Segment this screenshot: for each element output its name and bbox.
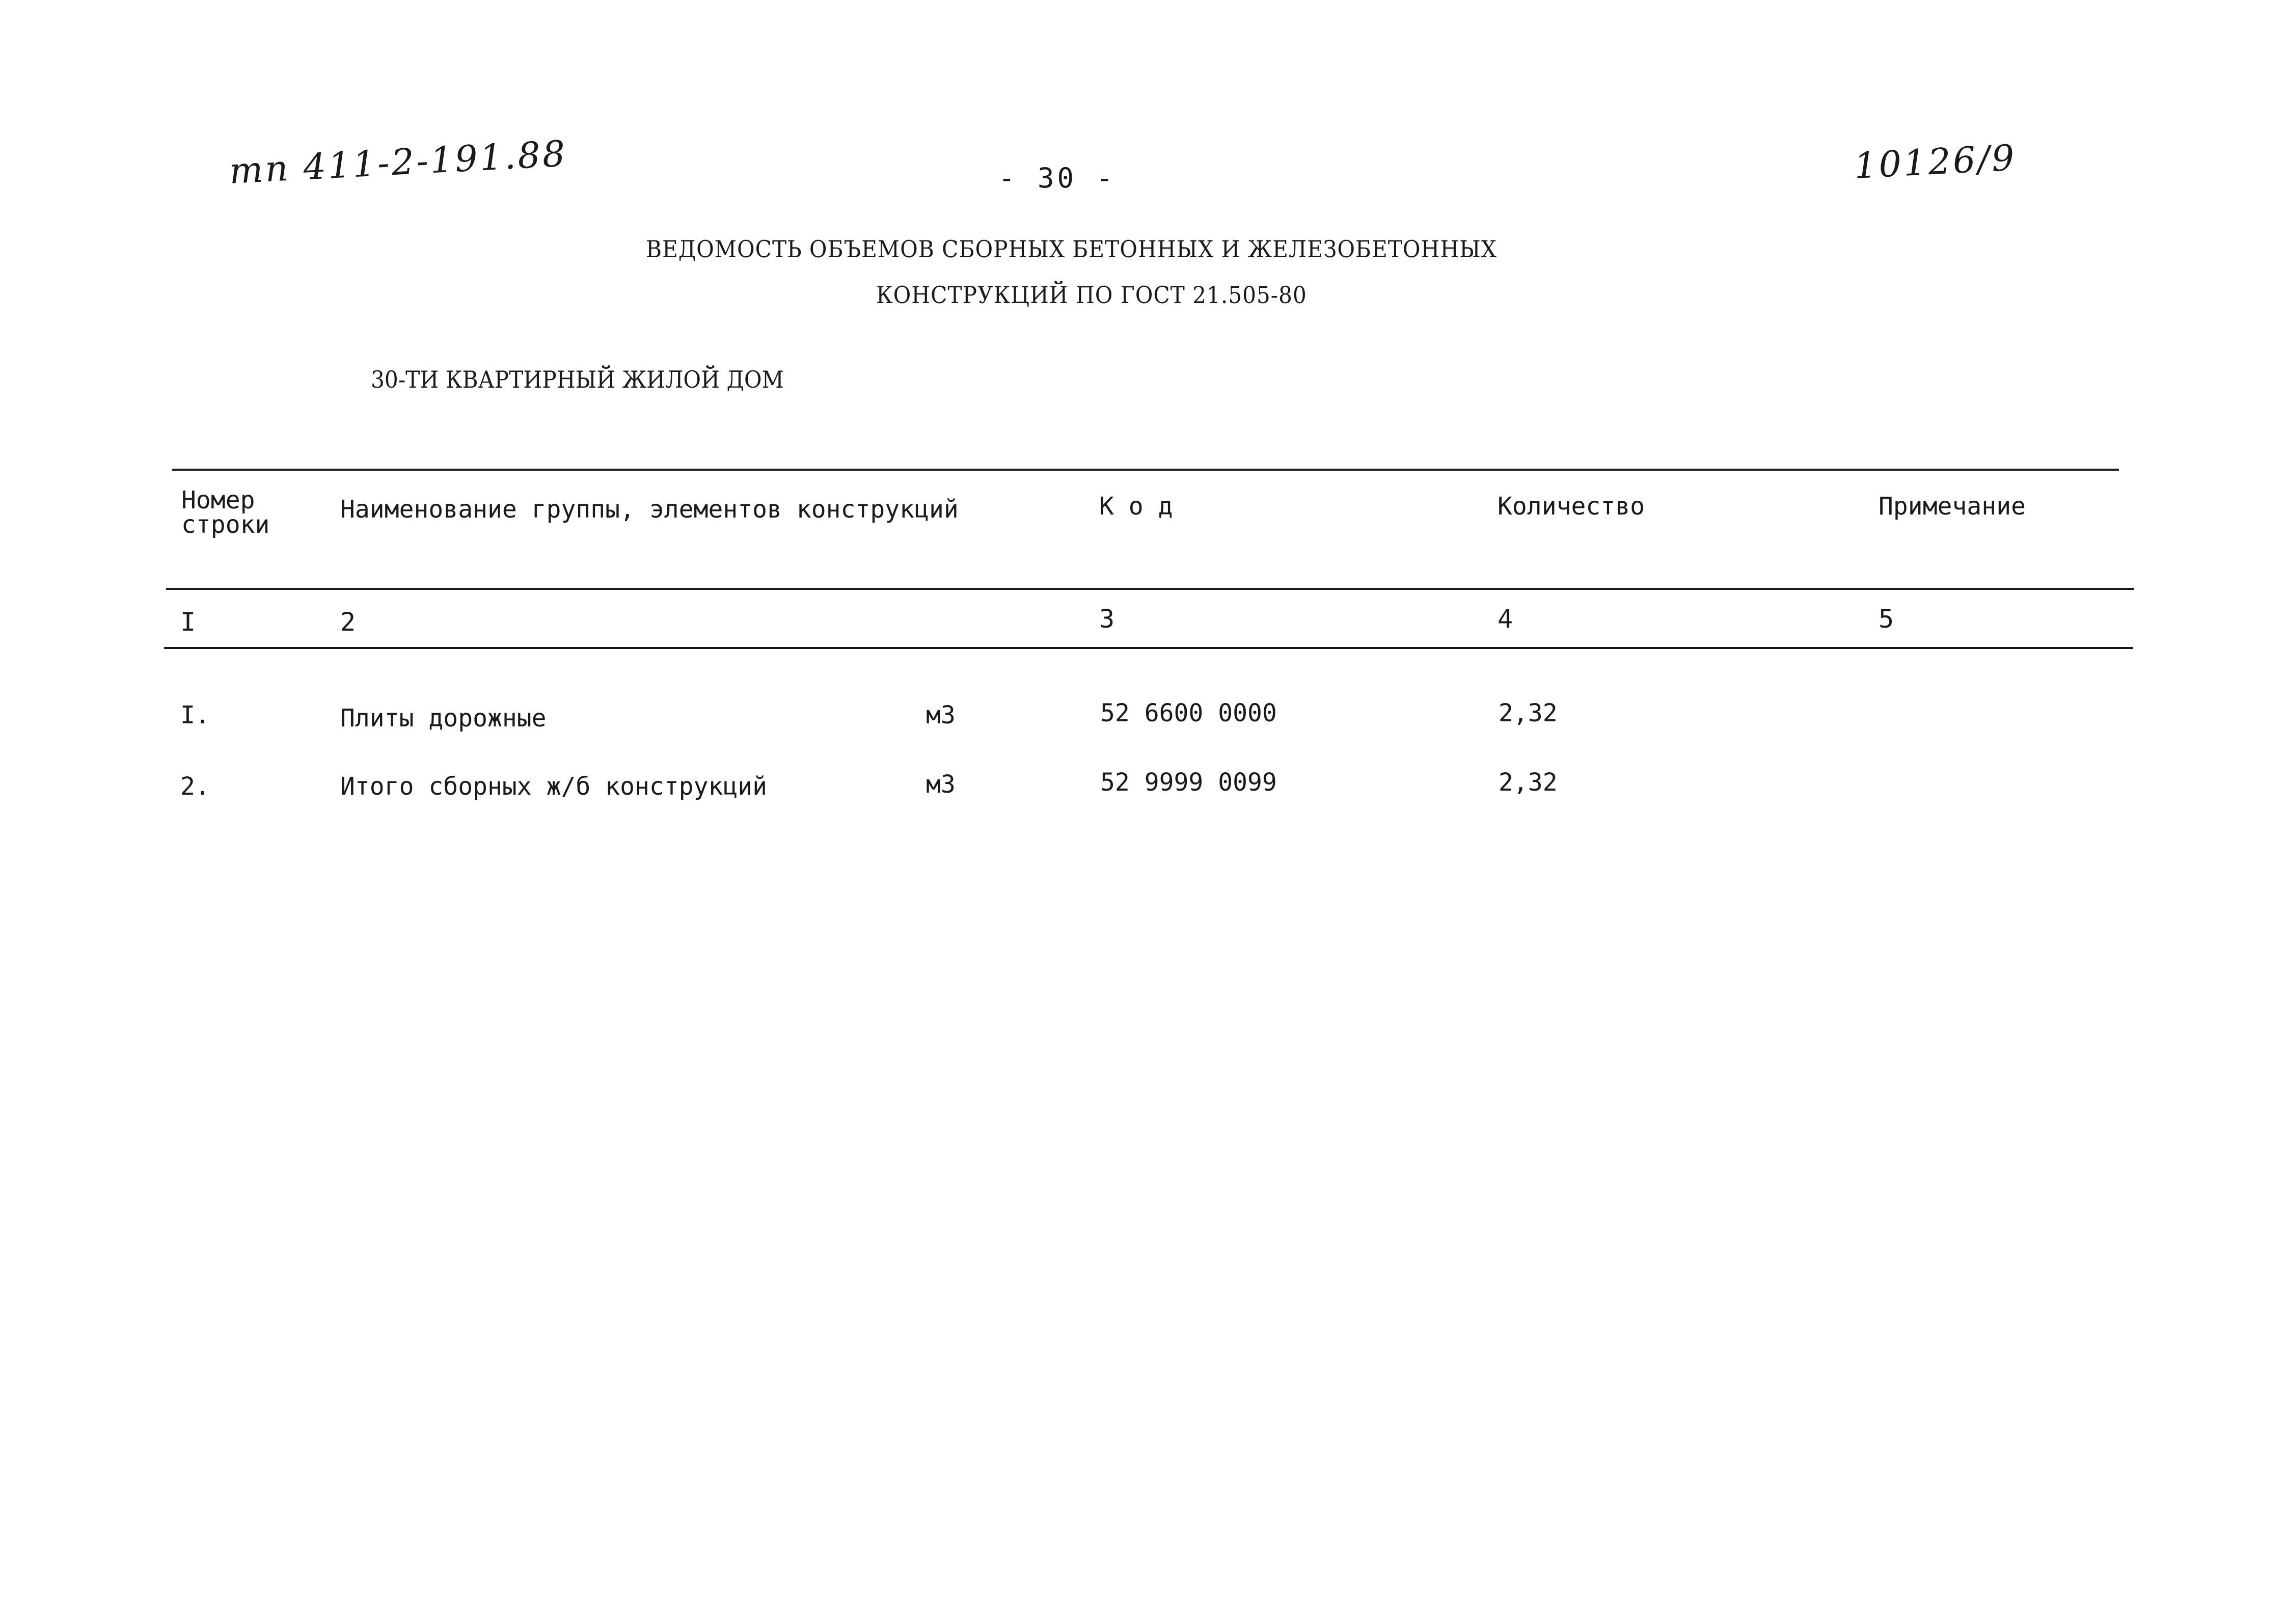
header-line-number [181, 488, 269, 537]
header-note: Примечание [1879, 492, 2026, 521]
row-name: Итого сборных ж/б конструкций [340, 772, 768, 801]
header-quantity: Количество [1498, 492, 1645, 521]
row-quantity: 2,32 [1499, 699, 1558, 727]
row-quantity: 2,32 [1499, 768, 1558, 797]
header-line-number-2: строки [181, 510, 270, 539]
document-code: тп 411-2-191.88 [228, 132, 568, 192]
document-title-line-1: ВЕДОМОСТЬ ОБЪЕМОВ СБОРНЫХ БЕТОННЫХ И ЖЕЛЕЗОБЕТОННЫХ [646, 235, 1497, 263]
row-code: 52 9999 0099 [1100, 768, 1277, 797]
header-name: Наименование группы, элементов конструкций [340, 495, 959, 524]
row-unit: м3 [926, 770, 956, 799]
row-code: 52 6600 0000 [1100, 699, 1277, 727]
header-line-number-1: Номер [181, 486, 255, 515]
table-top-rule [172, 469, 2119, 471]
column-number-5: 5 [1879, 604, 1894, 634]
table-numbers-rule [164, 647, 2133, 649]
row-number: I. [180, 701, 210, 729]
document-title-line-2: КОНСТРУКЦИЙ ПО ГОСТ 21.505-80 [876, 281, 1307, 309]
column-number-1: I [180, 607, 196, 637]
sheet-number: 10126/9 [1853, 137, 2018, 187]
document-subtitle: 30-ТИ КВАРТИРНЫЙ ЖИЛОЙ ДОМ [371, 366, 784, 393]
column-number-3: 3 [1099, 604, 1115, 634]
column-number-4: 4 [1498, 604, 1513, 634]
page-number: - 30 - [998, 162, 1117, 194]
header-code: К о д [1099, 492, 1173, 521]
table-header-rule [166, 588, 2134, 590]
row-name: Плиты дорожные [340, 704, 547, 733]
row-number: 2. [180, 772, 210, 801]
column-number-2: 2 [340, 607, 356, 637]
row-unit: м3 [926, 701, 956, 729]
